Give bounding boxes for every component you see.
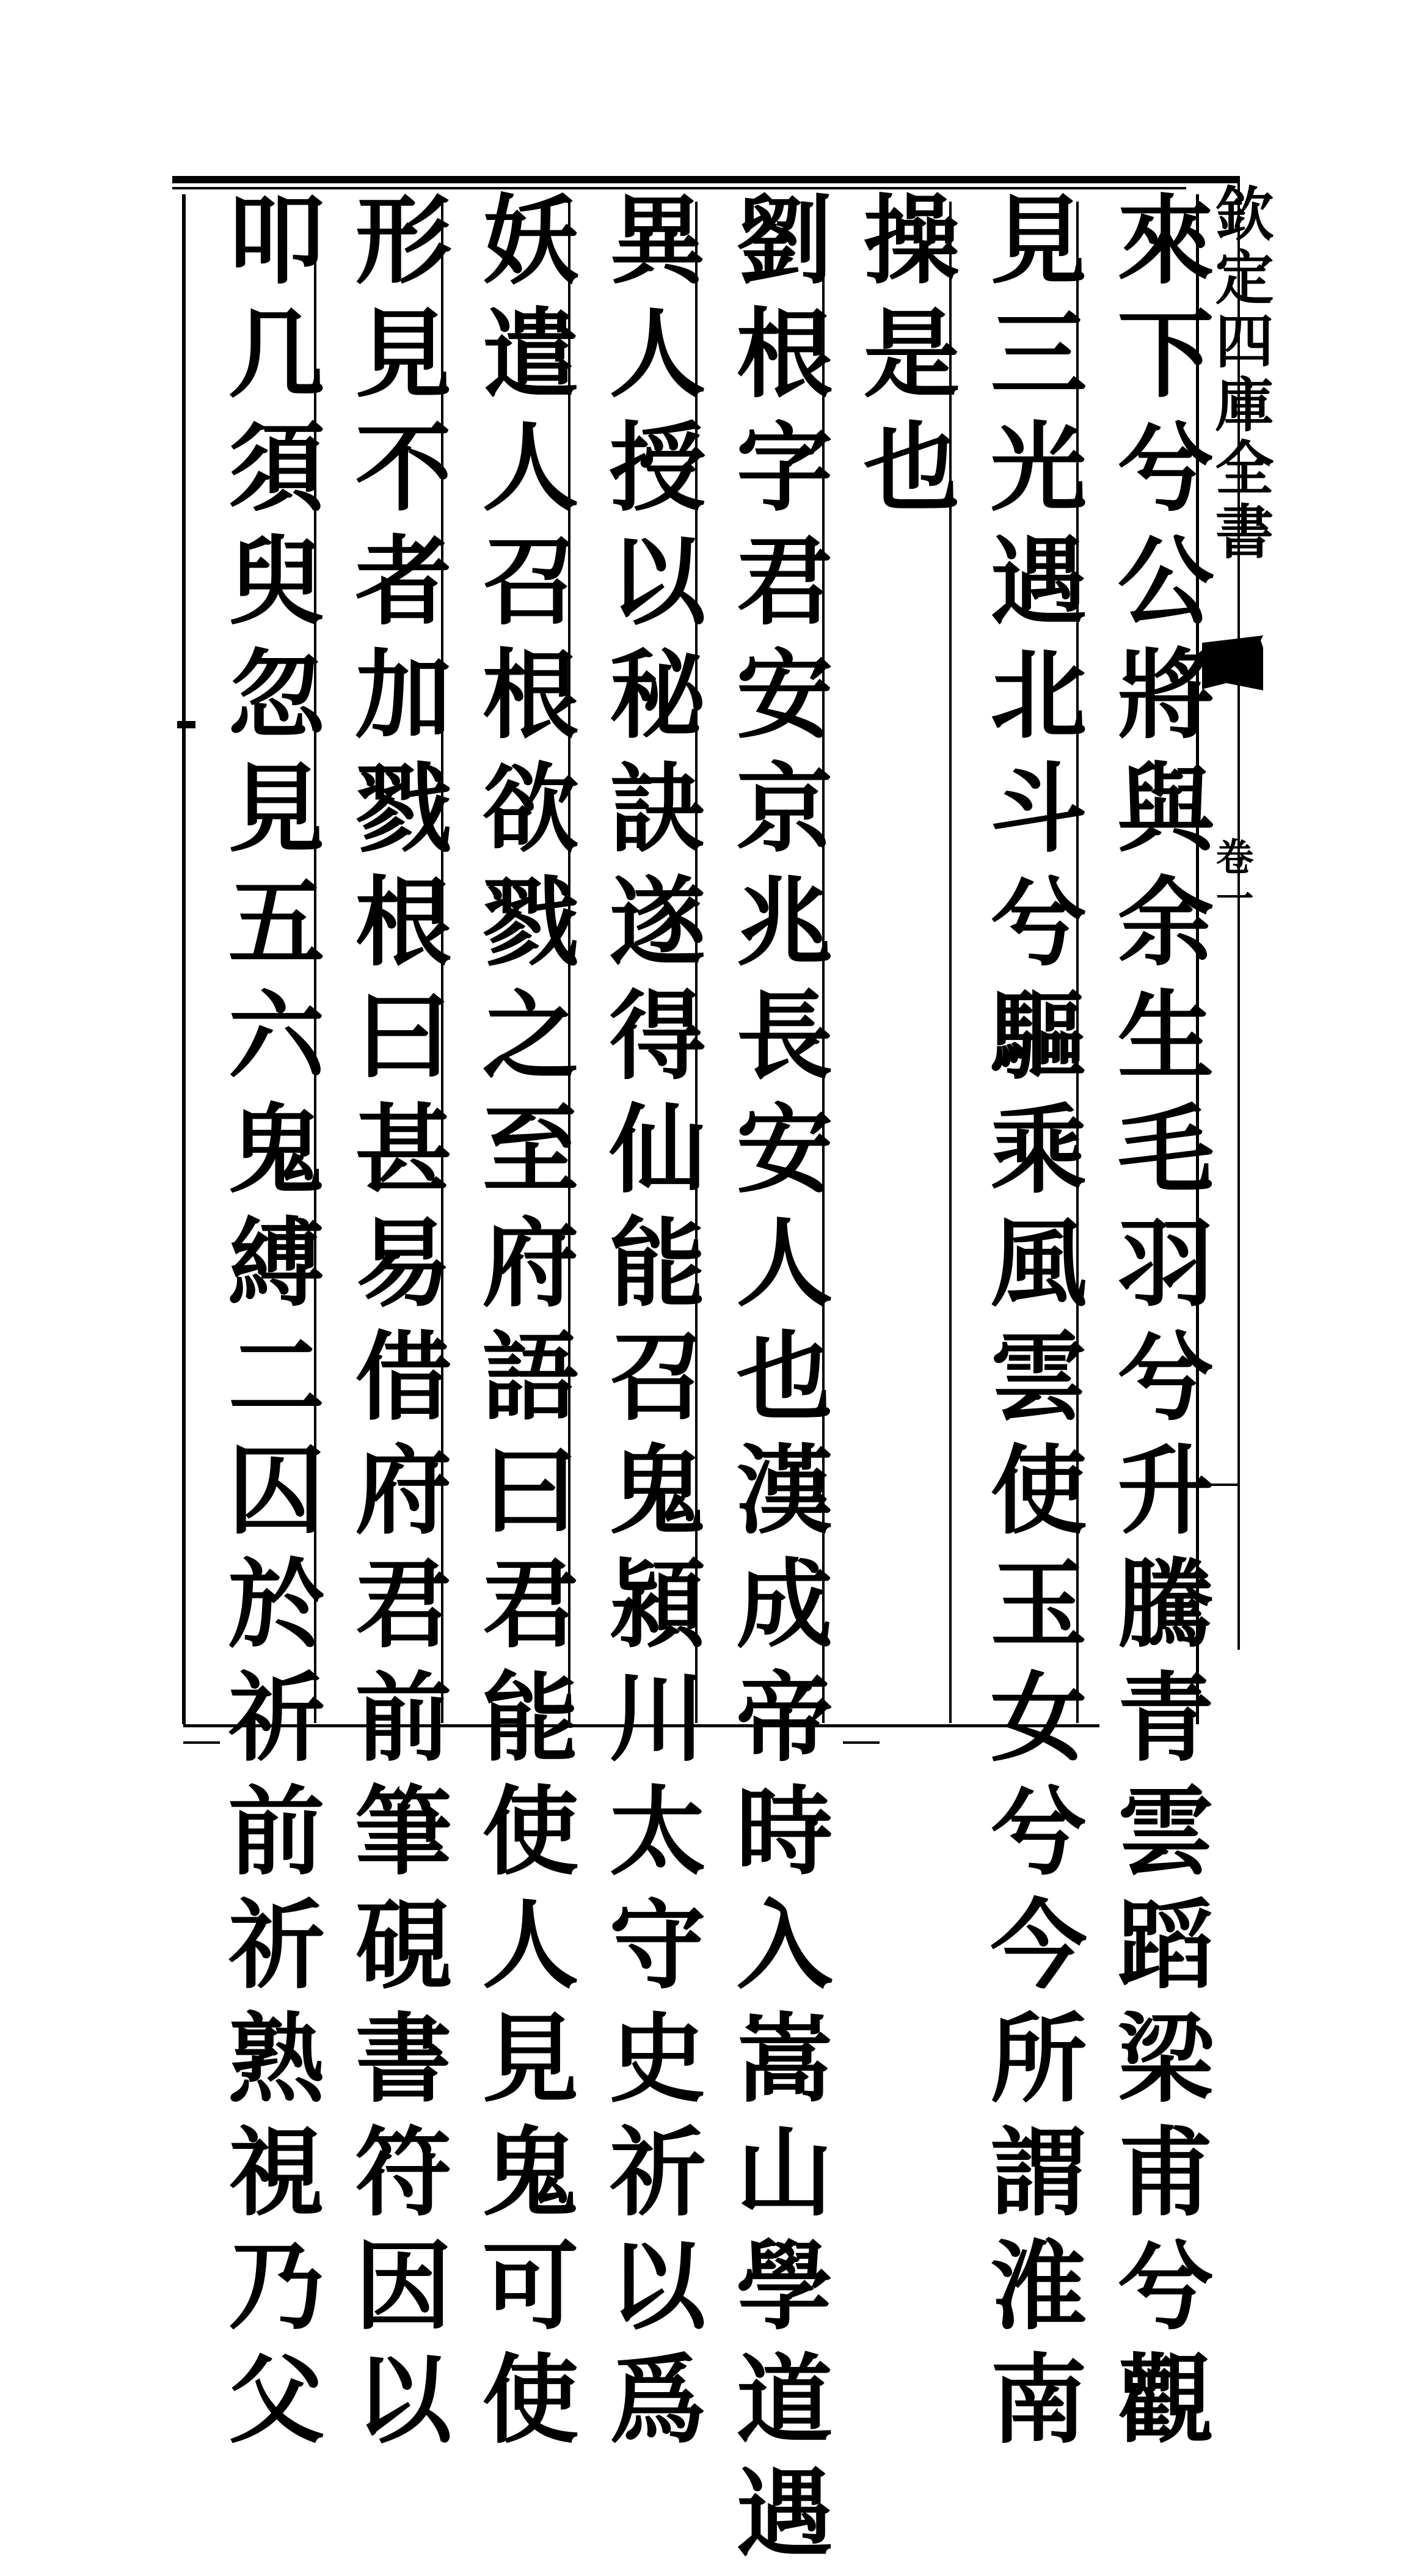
text-column-2: 見三光遇北斗兮驅乘風雲使玉女兮今所謂淮南 xyxy=(974,189,1087,2462)
top-border-thick xyxy=(172,176,1240,183)
text-column-7: 形見不者加戮根曰甚易借府君前筆硯書符因以 xyxy=(339,189,452,2462)
edge-mark xyxy=(177,721,195,728)
text-column-1: 來下兮公將與余生毛羽兮升騰青雲蹈梁甫兮觀 xyxy=(1101,189,1214,2462)
book-title: 欽定四庫全書 xyxy=(1206,183,1275,565)
edge-mark xyxy=(843,1741,880,1744)
text-column-8: 叩几須臾忽見五六鬼縛二囚於祈前祈熟視乃父 xyxy=(212,189,325,2462)
text-column-6: 妖遣人召根欲戮之至府語曰君能使人見鬼可使 xyxy=(466,189,579,2462)
text-column-5: 異人授以秘訣遂得仙能召鬼潁川太守史祈以爲 xyxy=(593,189,706,2462)
volume-label: 卷一 xyxy=(1209,837,1254,920)
left-border xyxy=(182,194,186,1724)
text-column-3: 操是也 xyxy=(847,189,960,530)
text-column-4: 劉根字君安京兆長安人也漢成帝時入嵩山學道遇 xyxy=(720,189,833,2576)
